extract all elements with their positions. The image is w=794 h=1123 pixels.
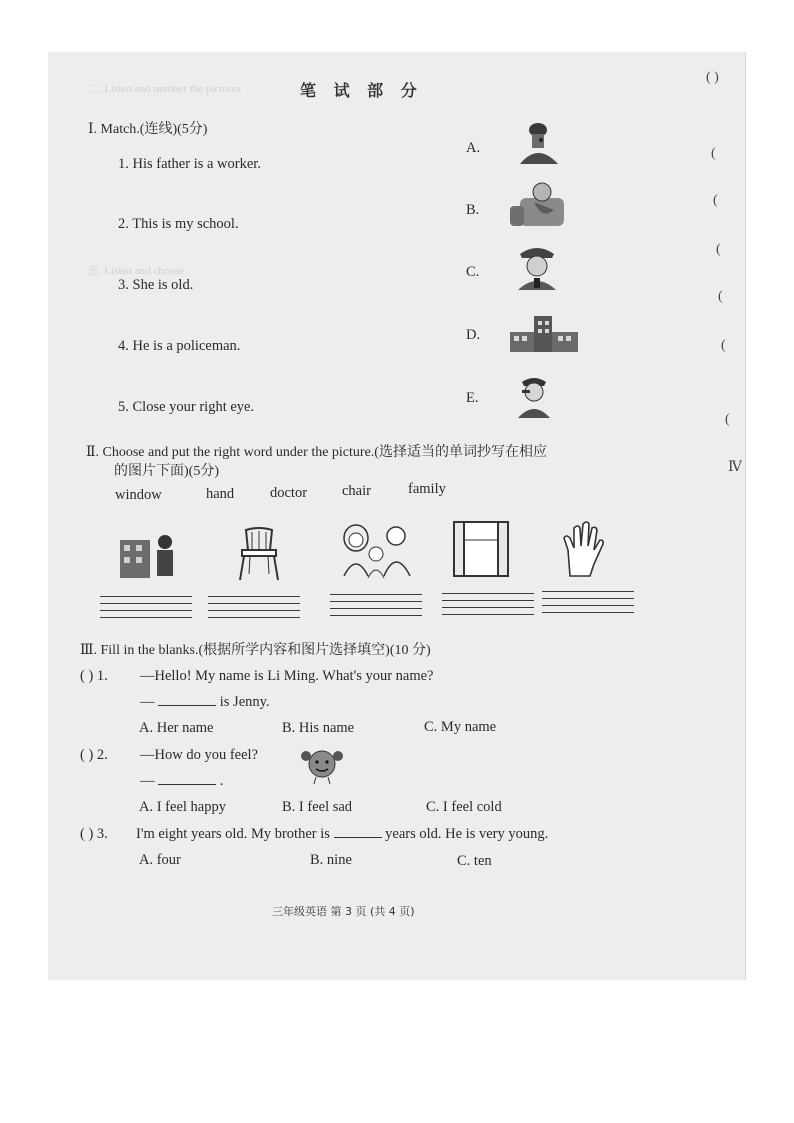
word-hand: hand <box>206 486 235 502</box>
q2-reply: — . <box>140 773 224 789</box>
worker-picture <box>514 120 566 166</box>
answer-lines-4[interactable] <box>442 593 534 621</box>
q1-answer-paren[interactable]: ( ) 1. <box>80 668 108 684</box>
q1-reply: — is Jenny. <box>140 694 270 710</box>
q2-blank[interactable] <box>158 784 216 785</box>
q2-answer-paren[interactable]: ( ) 2. <box>80 747 108 763</box>
edge-paren-1: ( ) <box>706 70 719 85</box>
answer-lines-5[interactable] <box>542 591 634 619</box>
q1-option-c: C. My name <box>424 719 497 735</box>
chair-picture <box>236 526 282 582</box>
doctor-hospital-picture <box>118 526 180 580</box>
bleed-through-text: 二. Listen and number the pictures <box>88 83 241 95</box>
edge-paren-3: ( <box>713 193 718 208</box>
policeman-picture <box>512 242 562 292</box>
q3-answer-paren[interactable]: ( ) 3. <box>80 826 108 842</box>
match-sentence-3: 3. She is old. <box>118 277 194 293</box>
q2-option-c: C. I feel cold <box>426 799 502 815</box>
word-doctor: doctor <box>270 485 308 501</box>
edge-paren-7: ( <box>725 412 730 427</box>
match-option-a: A. <box>466 140 481 156</box>
q3-option-a: A. four <box>139 852 181 868</box>
window-picture <box>452 520 510 578</box>
q2-question: —How do you feel? <box>140 747 258 763</box>
edge-paren-4: ( <box>716 242 721 257</box>
q1-question: —Hello! My name is Li Ming. What's your name? <box>140 668 434 684</box>
q3-blank[interactable] <box>334 837 382 838</box>
page-footer: 三年级英语 第 3 页 (共 4 页) <box>272 905 415 918</box>
word-family: family <box>408 481 446 497</box>
old-woman-picture <box>506 180 570 230</box>
q3-option-c: C. ten <box>457 853 492 869</box>
school-building-picture <box>508 312 580 354</box>
match-sentence-2: 2. This is my school. <box>118 216 239 232</box>
q1-blank[interactable] <box>158 705 216 706</box>
page-title: 笔 试 部 分 <box>300 81 423 100</box>
section-2-heading: Ⅱ. Choose and put the right word under the picture.(选择适当的单词抄写在相应 <box>86 445 547 460</box>
section-3-heading: Ⅲ. Fill in the blanks.(根据所学内容和图片选择填空)(10 分) <box>80 643 431 658</box>
match-sentence-1: 1. His father is a worker. <box>118 156 261 172</box>
section-1-heading: Ⅰ. Match.(连线)(5分) <box>88 122 208 137</box>
match-sentence-5: 5. Close your right eye. <box>118 399 255 415</box>
edge-roman-4: Ⅳ <box>728 460 742 475</box>
word-chair: chair <box>342 483 371 499</box>
match-option-c: C. <box>466 264 480 280</box>
q2-option-b: B. I feel sad <box>282 799 353 815</box>
girl-face-picture <box>298 744 346 784</box>
q3-option-b: B. nine <box>310 852 352 868</box>
match-option-e: E. <box>466 390 479 406</box>
answer-lines-1[interactable] <box>100 596 192 624</box>
match-option-b: B. <box>466 202 480 218</box>
q3-question: I'm eight years old. My brother is years old. He is very young. <box>136 826 549 842</box>
match-sentence-4: 4. He is a policeman. <box>118 338 241 354</box>
boy-closing-eye-picture <box>512 372 556 418</box>
word-window: window <box>115 487 162 503</box>
section-2-heading-line2: 的图片下面)(5分) <box>114 464 219 479</box>
edge-paren-6: ( <box>721 338 726 353</box>
hand-picture <box>560 518 608 578</box>
answer-lines-3[interactable] <box>330 594 422 622</box>
edge-paren-5: ( <box>718 289 723 304</box>
bleed-through-text: 五. Listen and choose <box>88 265 184 277</box>
edge-paren-2: ( <box>711 146 716 161</box>
match-option-d: D. <box>466 327 481 343</box>
family-picture <box>340 522 414 580</box>
q1-option-a: A. Her name <box>139 720 214 736</box>
answer-lines-2[interactable] <box>208 596 300 624</box>
q1-option-b: B. His name <box>282 720 355 736</box>
q2-option-a: A. I feel happy <box>139 799 226 815</box>
